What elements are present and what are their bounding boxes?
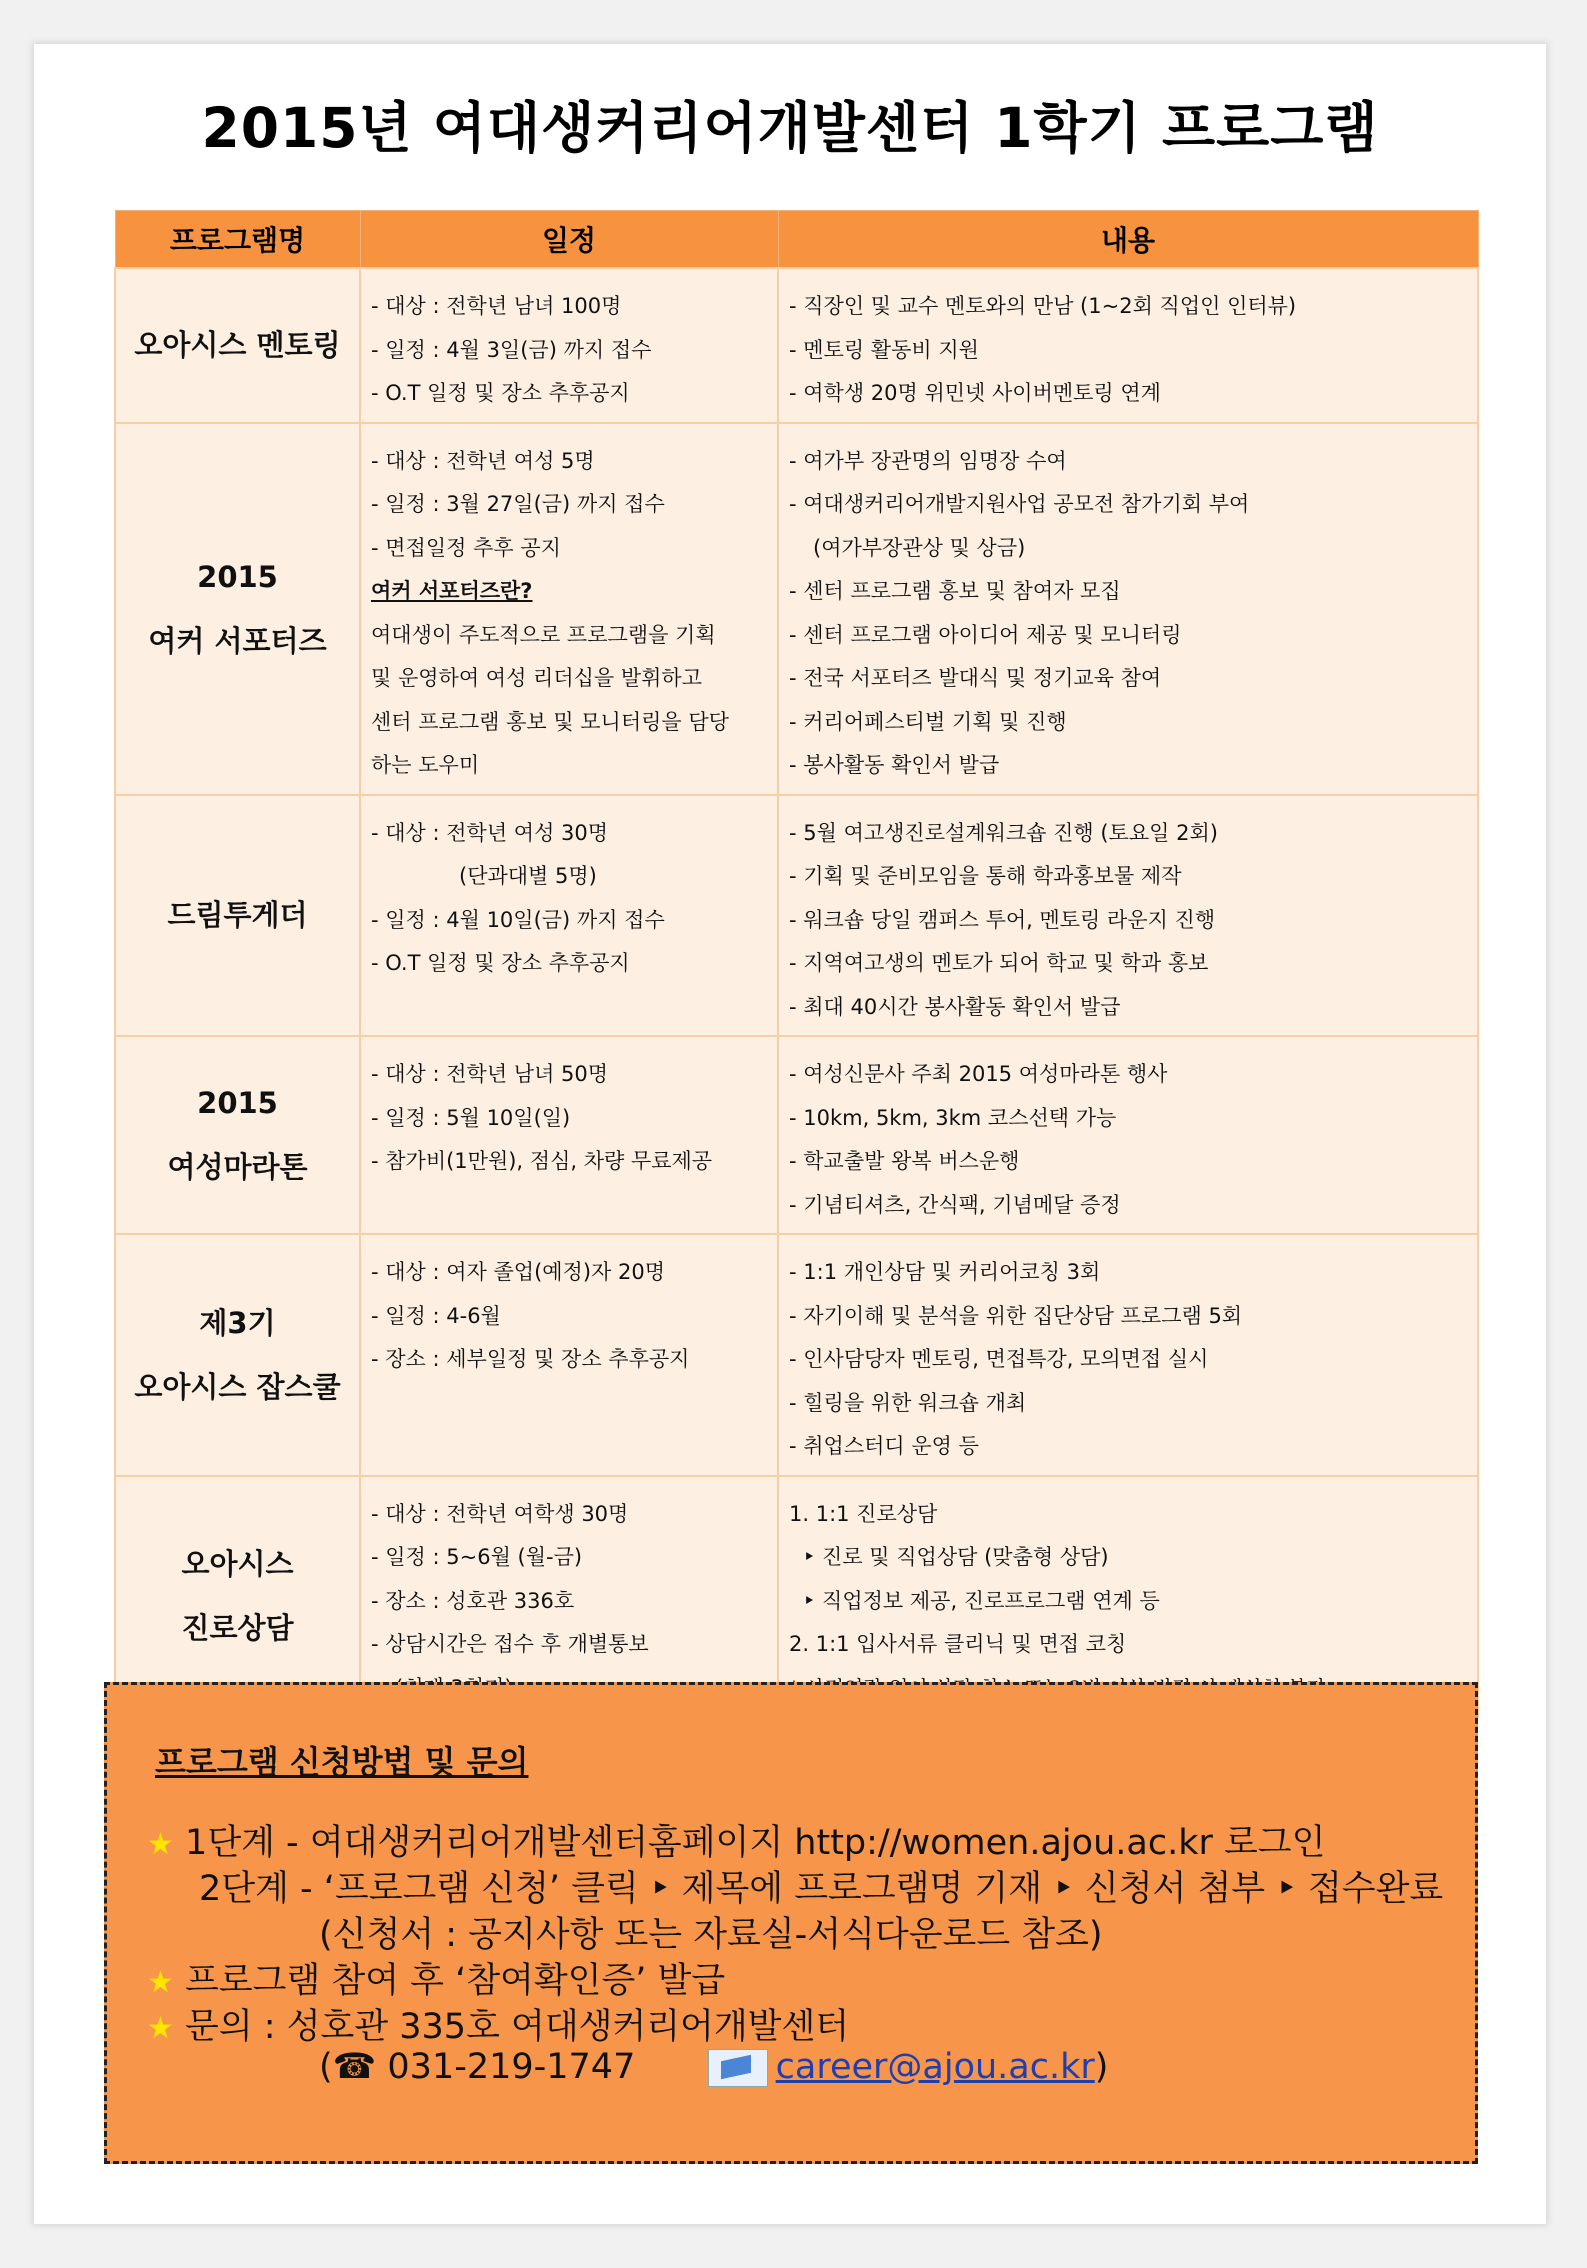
table-row bbox=[115, 795, 1478, 1037]
content-line: 1. 1:1 진로상담 bbox=[789, 1501, 938, 1526]
contact-text: 문의 : 성호관 335호 여대생커리어개발센터 bbox=[185, 2007, 850, 2047]
content-cell bbox=[778, 423, 1478, 795]
content-line: - 기획 및 준비모임을 통해 학과홍보물 제작 bbox=[789, 864, 1182, 888]
star-icon: ★ bbox=[147, 1965, 174, 2000]
schedule-line: - 일정 : 5~6월 (월-금) bbox=[371, 1545, 583, 1569]
schedule-line: - 일정 : 4-6월 bbox=[371, 1303, 501, 1328]
schedule-cell bbox=[360, 1476, 778, 1718]
program-name: 오아시스 bbox=[181, 1547, 294, 1582]
content-line: ‣ 직업정보 제공, 진로프로그램 연계 등 bbox=[803, 1588, 1160, 1613]
schedule-cell bbox=[360, 1234, 778, 1476]
program-name: 드림투게더 bbox=[167, 898, 308, 933]
content-line: - 힐링을 위한 워크숍 개최 bbox=[789, 1390, 1027, 1415]
content-line: - 여대생커리어개발지원사업 공모전 참가기회 부여 bbox=[789, 492, 1250, 516]
content-cell bbox=[778, 268, 1478, 423]
schedule-line: - O.T 일정 및 장소 추후공지 bbox=[371, 381, 630, 405]
content-line: - 전국 서포터즈 발대식 및 정기교육 참여 bbox=[789, 666, 1162, 690]
content-line: - 10km, 5km, 3km 코스선택 가능 bbox=[789, 1105, 1117, 1130]
supporters-description: 여대생이 주도적으로 프로그램을 기획 bbox=[371, 622, 716, 647]
program-name-cell bbox=[115, 1036, 360, 1234]
schedule-cell bbox=[360, 268, 778, 423]
table-row bbox=[115, 423, 1478, 795]
info-title: 프로그램 신청방법 및 문의 bbox=[155, 1743, 529, 1781]
schedule-line: - 대상 : 전학년 남녀 50명 bbox=[371, 1062, 609, 1086]
page-title: 2015년 여대생커리어개발센터 1학기 프로그램 bbox=[201, 96, 1379, 160]
program-name: 여커 서포터즈 bbox=[148, 623, 327, 658]
star-icon: ★ bbox=[147, 1827, 174, 1862]
supporters-description: 센터 프로그램 홍보 및 모니터링을 담당 bbox=[371, 709, 729, 734]
content-line: - 직장인 및 교수 멘토와의 만남 (1~2회 직업인 인터뷰) bbox=[789, 294, 1297, 318]
step1-text: 1단계 - 여대생커리어개발센터홈페이지 http://women.ajou.ac.kr 로그인 bbox=[185, 1823, 1326, 1863]
phone-number: 031-219-1747 bbox=[387, 2047, 636, 2087]
schedule-line: - 장소 : 세부일정 및 장소 추후공지 bbox=[371, 1347, 690, 1371]
content-line: - 봉사활동 확인서 발급 bbox=[789, 753, 1000, 777]
program-name: 여성마라톤 bbox=[167, 1150, 308, 1184]
content-cell bbox=[778, 1476, 1478, 1718]
program-name: 진로상담 bbox=[181, 1611, 294, 1646]
content-line: - 여학생 20명 위민넷 사이버멘토링 연계 bbox=[789, 381, 1161, 405]
schedule-line: - 장소 : 성호관 336호 bbox=[371, 1588, 575, 1613]
content-line: 2. 1:1 입사서류 클리닉 및 면접 코칭 bbox=[789, 1632, 1127, 1656]
paren-close: ) bbox=[1094, 2047, 1109, 2087]
program-name: 2015 bbox=[197, 559, 278, 594]
content-line: - 멘토링 활동비 지원 bbox=[789, 337, 979, 362]
table-row bbox=[115, 1036, 1478, 1234]
supporters-description: 하는 도우미 bbox=[371, 753, 480, 777]
confirm-text: 프로그램 참여 후 ‘참여확인증’ 발급 bbox=[185, 1961, 726, 2001]
schedule-line: - 대상 : 전학년 여성 30명 bbox=[371, 820, 609, 845]
content-line: - 취업스터디 운영 등 bbox=[789, 1434, 979, 1458]
table-header-row bbox=[115, 211, 1478, 269]
header-content: 내용 bbox=[778, 211, 1478, 269]
program-name: 오아시스 잡스쿨 bbox=[134, 1369, 341, 1404]
schedule-line: - 대상 : 전학년 여학생 30명 bbox=[371, 1501, 629, 1526]
step2-text: 2단계 - ‘프로그램 신청’ 클릭 ‣ 제목에 프로그램명 기재 ‣ 신청서 첨부 ‣ 접수완료 bbox=[199, 1869, 1444, 1909]
phone-icon: ☎ bbox=[332, 2047, 377, 2087]
content-line: - 5월 여고생진로설계워크숍 진행 (토요일 2회) bbox=[789, 820, 1218, 845]
schedule-line: - 대상 : 여자 졸업(예정)자 20명 bbox=[371, 1260, 665, 1284]
step2-note: (신청서 : 공지사항 또는 자료실-서식다운로드 참조) bbox=[319, 1915, 1103, 1955]
email-icon bbox=[708, 2049, 768, 2087]
schedule-cell bbox=[360, 1036, 778, 1234]
table-row bbox=[115, 1476, 1478, 1718]
program-name-cell bbox=[115, 423, 360, 795]
program-name: 오아시스 멘토링 bbox=[134, 328, 341, 363]
program-name-cell bbox=[115, 268, 360, 423]
schedule-line: - 참가비(1만원), 점심, 차량 무료제공 bbox=[371, 1149, 713, 1173]
schedule-line: - 일정 : 5월 10일(일) bbox=[371, 1105, 571, 1130]
email-link[interactable]: career@ajou.ac.kr bbox=[775, 2047, 1095, 2087]
header-schedule: 일정 bbox=[360, 211, 778, 269]
content-cell bbox=[778, 1234, 1478, 1476]
schedule-line: - 일정 : 3월 27일(금) 까지 접수 bbox=[371, 492, 665, 516]
application-info-box bbox=[104, 1682, 1478, 2164]
schedule-line: - O.T 일정 및 장소 추후공지 bbox=[371, 951, 630, 975]
star-icon: ★ bbox=[147, 2011, 174, 2046]
schedule-line: - 일정 : 4월 10일(금) 까지 접수 bbox=[371, 907, 665, 932]
contact-line bbox=[147, 1999, 849, 2049]
content-line: (여가부장관상 및 상금) bbox=[813, 535, 1026, 560]
table-row bbox=[115, 1234, 1478, 1476]
phone-email-line bbox=[319, 2047, 1108, 2087]
schedule-line: (단과대별 5명) bbox=[459, 864, 597, 888]
content-line: - 여가부 장관명의 임명장 수여 bbox=[789, 448, 1067, 473]
content-line: - 워크숍 당일 캠퍼스 투어, 멘토링 라운지 진행 bbox=[789, 907, 1216, 932]
content-line: - 인사담당자 멘토링, 면접특강, 모의면접 실시 bbox=[789, 1347, 1209, 1371]
step1-line bbox=[147, 1815, 1325, 1865]
content-line: - 자기이해 및 분석을 위한 집단상담 프로그램 5회 bbox=[789, 1303, 1243, 1328]
paren-open: ( bbox=[319, 2047, 333, 2087]
schedule-line: - 대상 : 전학년 여성 5명 bbox=[371, 448, 595, 473]
program-name-cell bbox=[115, 1476, 360, 1718]
content-line: - 지역여고생의 멘토가 되어 학교 및 학과 홍보 bbox=[789, 951, 1209, 975]
header-program-name: 프로그램명 bbox=[115, 211, 360, 269]
schedule-line: - 상담시간은 접수 후 개별통보 bbox=[371, 1632, 649, 1656]
schedule-line: - 면접일정 추후 공지 bbox=[371, 535, 561, 560]
program-table bbox=[114, 210, 1479, 1718]
program-name: 2015 bbox=[197, 1086, 278, 1120]
schedule-line: - 대상 : 전학년 남녀 100명 bbox=[371, 294, 622, 318]
content-line: - 최대 40시간 봉사활동 확인서 발급 bbox=[789, 994, 1121, 1019]
program-name-cell bbox=[115, 795, 360, 1037]
table-row bbox=[115, 268, 1478, 423]
content-line: - 커리어페스티벌 기획 및 진행 bbox=[789, 709, 1067, 734]
page bbox=[34, 44, 1546, 2224]
supporters-subtitle: 여커 서포터즈란? bbox=[371, 579, 533, 603]
content-cell bbox=[778, 1036, 1478, 1234]
content-line: - 학교출발 왕복 버스운행 bbox=[789, 1149, 1020, 1173]
content-line: - 센터 프로그램 홍보 및 참여자 모집 bbox=[789, 579, 1121, 603]
confirm-line bbox=[147, 1953, 725, 2003]
content-line: ‣ 진로 및 직업상담 (맞춤형 상담) bbox=[803, 1545, 1109, 1569]
schedule-cell bbox=[360, 423, 778, 795]
program-name-cell bbox=[115, 1234, 360, 1476]
schedule-line: - 일정 : 4월 3일(금) 까지 접수 bbox=[371, 337, 652, 362]
schedule-cell bbox=[360, 795, 778, 1037]
content-line: - 1:1 개인상담 및 커리어코칭 3회 bbox=[789, 1260, 1101, 1284]
content-line: - 여성신문사 주최 2015 여성마라톤 행사 bbox=[789, 1062, 1168, 1086]
program-name: 제3기 bbox=[199, 1305, 276, 1340]
content-line: - 기념티셔츠, 간식팩, 기념메달 증정 bbox=[789, 1192, 1121, 1217]
content-cell bbox=[778, 795, 1478, 1037]
supporters-description: 및 운영하여 여성 리더십을 발휘하고 bbox=[371, 666, 702, 690]
content-line: - 센터 프로그램 아이디어 제공 및 모니터링 bbox=[789, 622, 1182, 647]
